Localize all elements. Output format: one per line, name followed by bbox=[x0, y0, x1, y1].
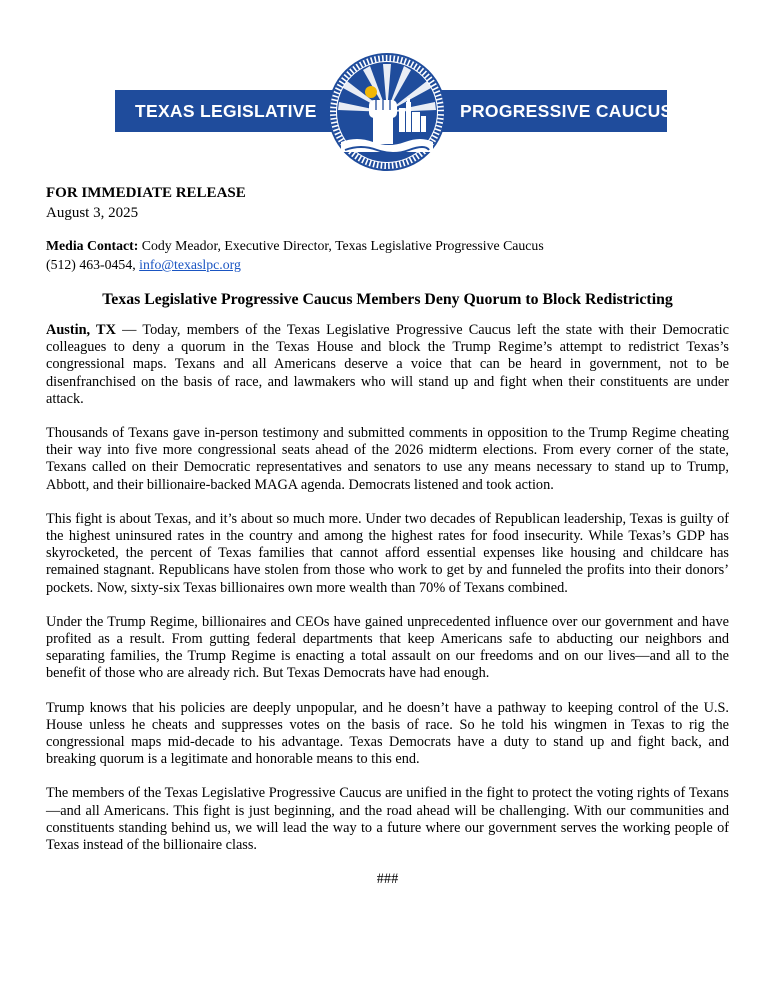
media-contact bbox=[46, 236, 729, 274]
banner-left-text: TEXAS LEGISLATIVE bbox=[135, 101, 317, 121]
paragraph-4: Under the Trump Regime, billionaires and CEOs have gained unprecedented influence over our government and have profited as a result. From gutting federal departments that keep Americans safe to abducting our neighbors and separating families, the Trump Regime is enacting a total assault on our freedoms and on our lives—and all to the benefit of those who are already rich. But Texas Democrats have had enough. bbox=[46, 613, 729, 682]
headline: Texas Legislative Progressive Caucus Members Deny Quorum to Block Redistricting bbox=[102, 291, 673, 308]
banner-right-text: PROGRESSIVE CAUCUS bbox=[460, 101, 673, 121]
caucus-seal-logo bbox=[327, 52, 447, 172]
media-contact-phone: (512) 463-0454, bbox=[46, 257, 136, 272]
paragraph-3: This fight is about Texas, and it’s about so much more. Under two decades of Republican leadership, Texas is guilty of the highest uninsured rates in the country and among the highest rates for food insecurity. While Texas’s GDP has skyrocketed, the percent of Texas families that cannot afford essential expenses like housing and childcare has remained stagnant. Republicans have stolen from those who work to get by and funneled the profits into their donors’ pockets. Now, sixty-six Texas billionaires own more wealth than 70% of Texans combined. bbox=[46, 510, 729, 596]
dateline: Austin, TX bbox=[46, 322, 116, 338]
press-release bbox=[46, 184, 729, 888]
media-contact-email-link[interactable]: info@texaslpc.org bbox=[139, 257, 241, 272]
paragraph-1 bbox=[46, 322, 729, 408]
media-contact-label: Media Contact: bbox=[46, 238, 139, 253]
paragraph-6: The members of the Texas Legislative Progressive Caucus are unified in the fight to protect the voting rights of Texans—and all Americans. This fight is just beginning, and the road ahead will be challenging. With our communities and constituents standing behind us, we will lead the way to a future where our government serves the working people of Texas instead of the billionaire class. bbox=[46, 785, 729, 854]
paragraph-5: Trump knows that his policies are deeply unpopular, and he doesn’t have a pathway to keeping control of the U.S. House unless he cheats and suppresses votes on the basis of race. So he told his wingmen in Texas to rig the congressional maps mid-decade to his advantage. Texas Democrats have a duty to stand up and fight back, and breaking quorum is a legitimate and honorable means to this end. bbox=[46, 699, 729, 768]
paragraph-1-text: — Today, members of the Texas Legislative Progressive Caucus left the state with their Democratic colleagues to deny a quorum in the Texas House and block the Trump Regime’s attempt to redistrict Texas’s congressional maps. Texans and all Americans deserve a voice that can be heard in government, not to be disenfranchised on the basis of race, and lawmakers who will stand up and fight when their constituents are under attack. bbox=[46, 322, 730, 407]
release-label: FOR IMMEDIATE RELEASE bbox=[46, 185, 246, 201]
release-date: August 3, 2025 bbox=[46, 205, 139, 221]
sun-icon bbox=[365, 86, 377, 98]
media-contact-name: Cody Meador, Executive Director, Texas Legislative Progressive Caucus bbox=[141, 238, 544, 253]
end-mark: ### bbox=[376, 871, 399, 888]
paragraph-2: Thousands of Texans gave in-person testimony and submitted comments in opposition to the Trump Regime cheating their way into five more congressional seats ahead of the 2026 midterm elections. From every corner of the state, Texans called on their Democratic representatives and senators to use any means necessary to stand up to Trump, Abbott, and their billionaire-backed MAGA agenda. Democrats listened and took action. bbox=[46, 425, 729, 493]
